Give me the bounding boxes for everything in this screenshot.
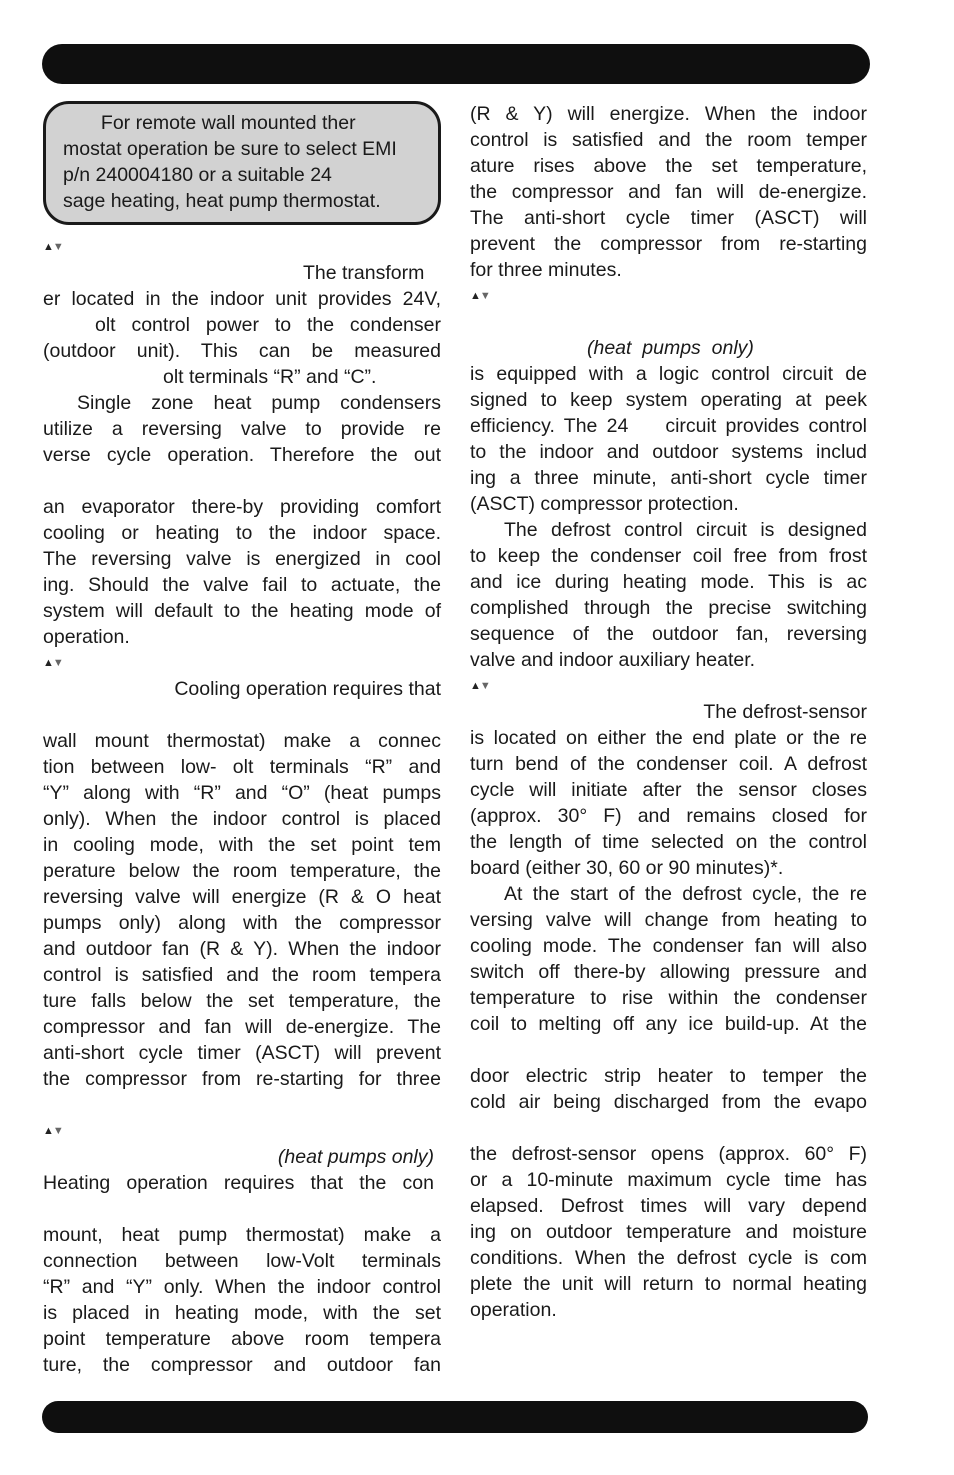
paragraph-line: is equipped with a logic control circuit de bbox=[470, 363, 867, 385]
heating-section-title: (heat pumps only) bbox=[277, 1146, 434, 1168]
paragraph-line: cold air being discharged from the evapo bbox=[470, 1091, 867, 1113]
paragraph-gap bbox=[43, 702, 441, 728]
paragraph-line: pumps only) along with the compressor bbox=[43, 912, 441, 934]
paragraph-line: for three minutes. bbox=[470, 259, 622, 281]
paragraph-line: ture falls below the set temperature, the bbox=[43, 990, 441, 1012]
paragraph-line: switch off there-by allowing pressure and bbox=[470, 961, 867, 983]
paragraph-line: mount, heat pump thermostat) make a bbox=[43, 1224, 441, 1246]
paragraph-line: compressor and fan will de-energize. The bbox=[43, 1016, 441, 1038]
paragraph-line: The defrost-sensor bbox=[703, 701, 867, 723]
paragraph-line: door electric strip heater to temper the bbox=[470, 1065, 867, 1087]
paragraph-line: signed to keep system operating at peek bbox=[470, 389, 867, 411]
paragraph-line: turn bend of the condenser coil. A defrost bbox=[470, 753, 867, 775]
paragraph-line: point temperature above room tempera bbox=[43, 1328, 441, 1350]
paragraph-gap bbox=[470, 309, 867, 335]
paragraph-line: is located on either the end plate or the re bbox=[470, 727, 867, 749]
paragraph-gap bbox=[43, 1092, 441, 1118]
paragraph-gap bbox=[43, 1196, 441, 1222]
section-marker-icon: ▲▼ bbox=[43, 657, 63, 669]
paragraph-line: anti-short cycle timer (ASCT) will prevent bbox=[43, 1042, 441, 1064]
paragraph-line: the defrost-sensor opens (approx. 60° F) bbox=[470, 1143, 867, 1165]
paragraph-line: and outdoor fan (R & Y). When the indoor bbox=[43, 938, 441, 960]
paragraph-line: cooling mode. The condenser fan will also bbox=[470, 935, 867, 957]
paragraph-line: operation. bbox=[470, 1299, 557, 1321]
paragraph-line: wall mount thermostat) make a connec bbox=[43, 730, 441, 752]
paragraph-line: the compressor from re-starting for three bbox=[43, 1068, 441, 1090]
paragraph-gap bbox=[43, 468, 441, 494]
paragraph-line: (approx. 30° F) and remains closed for bbox=[470, 805, 867, 827]
paragraph-line: control is satisfied and the room temper bbox=[470, 129, 867, 151]
note-line: mostat operation be sure to select EMI bbox=[63, 138, 397, 160]
paragraph-line: (outdoor unit). This can be measured bbox=[43, 340, 441, 362]
paragraph-line: The defrost control circuit is designed bbox=[504, 519, 867, 541]
paragraph-line: versing valve will change from heating to bbox=[470, 909, 867, 931]
note-line: p/n 240004180 or a suitable 24 bbox=[63, 164, 332, 186]
paragraph-line: to keep the condenser coil free from frost bbox=[470, 545, 867, 567]
paragraph-gap bbox=[470, 1037, 867, 1063]
paragraph-line: Single zone heat pump condensers bbox=[77, 392, 441, 414]
paragraph-line: only). When the indoor control is placed bbox=[43, 808, 441, 830]
footer-bar bbox=[42, 1401, 868, 1433]
paragraph-line: to the indoor and outdoor systems includ bbox=[470, 441, 867, 463]
paragraph-line: sequence of the outdoor fan, reversing bbox=[470, 623, 867, 645]
paragraph-line: valve and indoor auxiliary heater. bbox=[470, 649, 756, 671]
section-marker-icon: ▲▼ bbox=[43, 241, 63, 253]
paragraph-line: “Y” along with “R” and “O” (heat pumps bbox=[43, 782, 441, 804]
header-bar bbox=[42, 44, 870, 84]
paragraph-line: conditions. When the defrost cycle is com bbox=[470, 1247, 867, 1269]
paragraph-line: ing a three minute, anti-short cycle timer bbox=[470, 467, 867, 489]
paragraph-line: prevent the compressor from re-starting bbox=[470, 233, 867, 255]
paragraph-line: cycle will initiate after the sensor closes bbox=[470, 779, 867, 801]
paragraph-line: ture, the compressor and outdoor fan bbox=[43, 1354, 441, 1376]
paragraph-line: the length of time selected on the control bbox=[470, 831, 867, 853]
note-line: sage heating, heat pump thermostat. bbox=[63, 190, 381, 212]
paragraph-line: Heating operation requires that the con bbox=[43, 1172, 434, 1194]
section-marker-icon: ▲▼ bbox=[470, 290, 490, 302]
paragraph-line: and ice during heating mode. This is ac bbox=[470, 571, 867, 593]
paragraph-line: complished through the precise switching bbox=[470, 597, 867, 619]
paragraph-line: operation. bbox=[43, 626, 130, 648]
thermostat-note-box bbox=[43, 101, 441, 225]
paragraph-line: temperature to rise within the condenser bbox=[470, 987, 867, 1009]
paragraph-line: or a 10-minute maximum cycle time has bbox=[470, 1169, 867, 1191]
paragraph-line: the compressor and fan will de-energize. bbox=[470, 181, 867, 203]
paragraph-line: “R” and “Y” only. When the indoor control bbox=[43, 1276, 441, 1298]
section-marker-icon: ▲▼ bbox=[43, 1125, 63, 1137]
section-marker-icon: ▲▼ bbox=[470, 680, 490, 692]
paragraph-line: (R & Y) will energize. When the indoor bbox=[470, 103, 867, 125]
paragraph-line: system will default to the heating mode of bbox=[43, 600, 441, 622]
heating-section-title: (heat pumps only) bbox=[587, 337, 754, 359]
paragraph-line: The anti-short cycle timer (ASCT) will bbox=[470, 207, 867, 229]
paragraph-line: efficiency. The 24 circuit provides control bbox=[470, 415, 867, 437]
paragraph-line: cooling or heating to the indoor space. bbox=[43, 522, 441, 544]
paragraph-line: board (either 30, 60 or 90 minutes)*. bbox=[470, 857, 784, 879]
paragraph-line: utilize a reversing valve to provide re bbox=[43, 418, 441, 440]
paragraph-line: reversing valve will energize (R & O heat bbox=[43, 886, 441, 908]
paragraph-line: tion between low- olt terminals “R” and bbox=[43, 756, 441, 778]
paragraph-line: ature rises above the set temperature, bbox=[470, 155, 867, 177]
paragraph-line: (ASCT) compressor protection. bbox=[470, 493, 739, 515]
left-column bbox=[43, 101, 441, 1378]
paragraph-line: coil to melting off any ice build-up. At the bbox=[470, 1013, 867, 1035]
paragraph-line: connection between low-Volt terminals bbox=[43, 1250, 441, 1272]
paragraph-line: control is satisfied and the room tempera bbox=[43, 964, 441, 986]
paragraph-line: in cooling mode, with the set point tem bbox=[43, 834, 441, 856]
paragraph-line: ing. Should the valve fail to actuate, the bbox=[43, 574, 441, 596]
paragraph-line: an evaporator there-by providing comfort bbox=[43, 496, 441, 518]
note-line: For remote wall mounted ther bbox=[63, 112, 356, 134]
paragraph-line: The reversing valve is energized in cool bbox=[43, 548, 441, 570]
paragraph-line: perature below the room temperature, the bbox=[43, 860, 441, 882]
paragraph-line: is placed in heating mode, with the set bbox=[43, 1302, 441, 1324]
right-column bbox=[470, 101, 867, 1323]
paragraph-line: ing on outdoor temperature and moisture bbox=[470, 1221, 867, 1243]
paragraph-gap bbox=[470, 1115, 867, 1141]
paragraph-line: At the start of the defrost cycle, the re bbox=[504, 883, 867, 905]
paragraph-line: verse cycle operation. Therefore the out bbox=[43, 444, 441, 466]
paragraph-line: elapsed. Defrost times will vary depend bbox=[470, 1195, 867, 1217]
paragraph-line: olt control power to the condenser bbox=[95, 314, 441, 336]
paragraph-line: The transform bbox=[303, 262, 425, 284]
paragraph-line: olt terminals “R” and “C”. bbox=[163, 366, 377, 388]
paragraph-line: er located in the indoor unit provides 24V, bbox=[43, 288, 441, 310]
paragraph-line: Cooling operation requires that bbox=[174, 678, 441, 700]
paragraph-line: plete the unit will return to normal heating bbox=[470, 1273, 867, 1295]
